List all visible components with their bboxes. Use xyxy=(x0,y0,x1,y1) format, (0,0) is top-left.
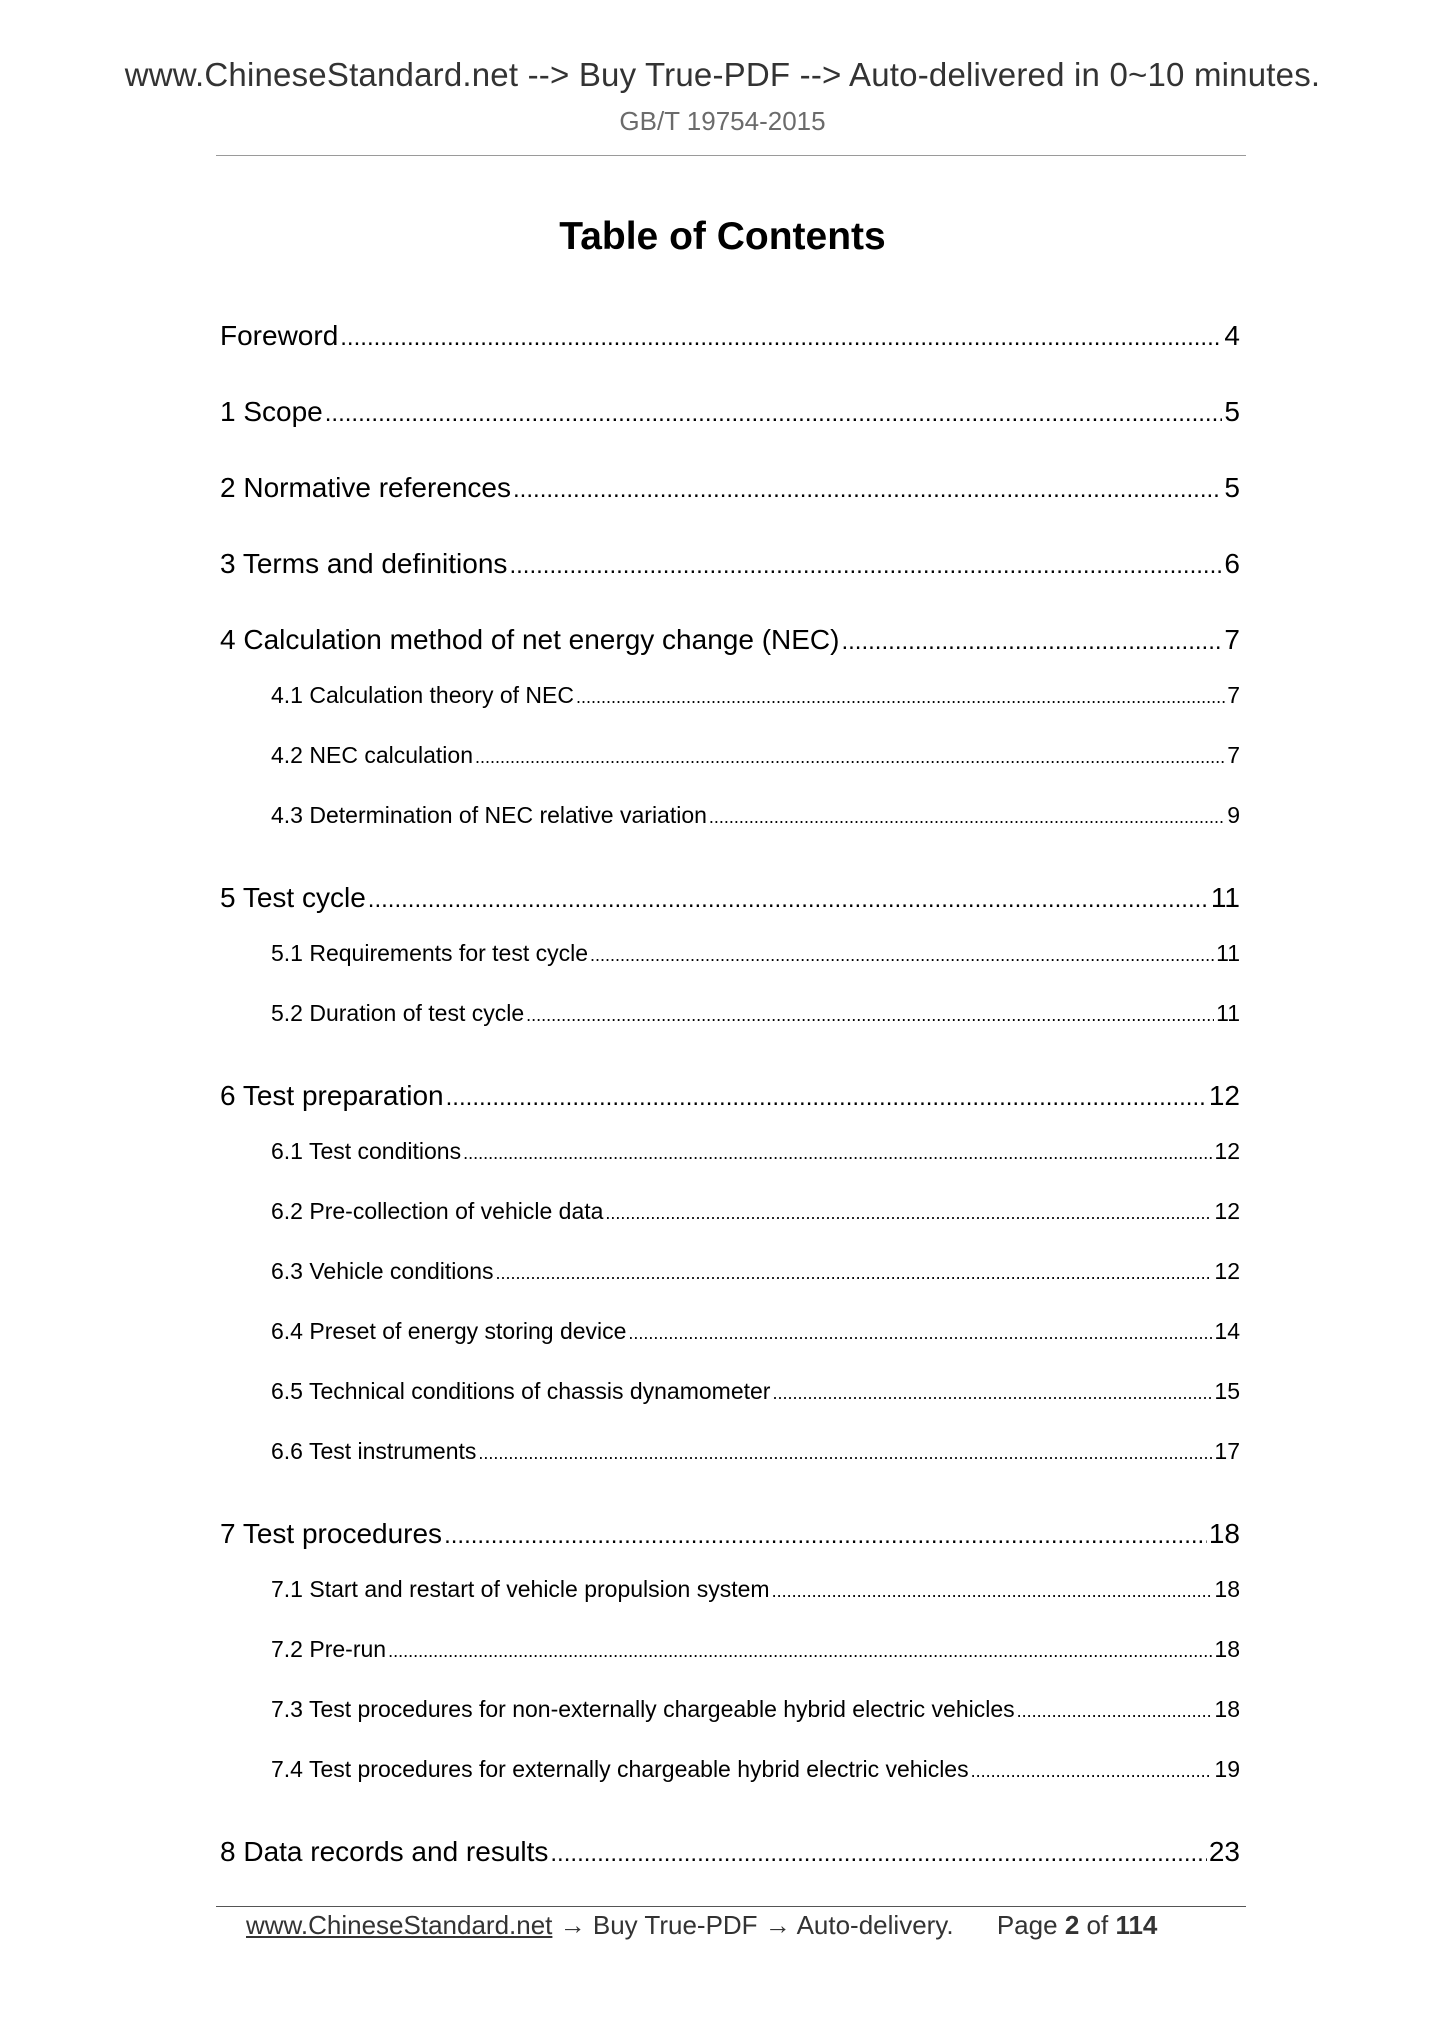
toc-entry-7-2[interactable] xyxy=(271,1624,1240,1684)
dot-leader xyxy=(550,1822,1206,1882)
toc-page-number: 12 xyxy=(1214,1258,1240,1284)
toc-page-number: 7 xyxy=(1224,624,1240,655)
toc-page-number: 18 xyxy=(1214,1696,1240,1722)
dot-leader xyxy=(772,1564,1213,1616)
toc-page-number: 15 xyxy=(1214,1378,1240,1404)
dot-leader xyxy=(513,458,1222,520)
dot-leader xyxy=(509,534,1222,596)
toc-label: 6 Test preparation xyxy=(220,1080,444,1111)
toc-entry-scope[interactable] xyxy=(220,382,1240,458)
toc-page-number: 11 xyxy=(1210,882,1240,913)
toc-label: 3 Terms and definitions xyxy=(220,548,508,579)
page-title: Table of Contents xyxy=(559,215,886,258)
toc-page-number: 9 xyxy=(1227,802,1240,828)
dot-leader xyxy=(772,1366,1212,1418)
footer-tagline: → Buy True-PDF → Auto-delivery. xyxy=(552,1910,954,1940)
dot-leader xyxy=(446,1066,1207,1126)
toc-label: 7.1 Start and restart of vehicle propulsion system xyxy=(271,1576,770,1602)
toc-label: 4.3 Determination of NEC relative variation xyxy=(271,802,707,828)
toc-label: 2 Normative references xyxy=(220,472,512,503)
toc-page-number: 17 xyxy=(1214,1438,1240,1464)
toc-page-number: 18 xyxy=(1214,1636,1240,1662)
toc-entry-test-preparation[interactable] xyxy=(220,1066,1240,1126)
toc-label: 7 Test procedures xyxy=(220,1518,443,1549)
toc-page-number: 14 xyxy=(1214,1318,1240,1344)
dot-leader xyxy=(628,1306,1212,1358)
toc-page-number: 18 xyxy=(1208,1518,1240,1549)
dot-leader xyxy=(1017,1684,1213,1736)
toc-page-number: 12 xyxy=(1208,1080,1240,1111)
of-word: of xyxy=(1086,1910,1109,1940)
toc-entry-7-4[interactable] xyxy=(271,1744,1240,1804)
toc-page-number: 12 xyxy=(1214,1138,1240,1164)
dot-leader xyxy=(605,1186,1212,1238)
toc-entry-4-1[interactable] xyxy=(271,670,1240,730)
current-page-number: 2 xyxy=(1064,1910,1080,1940)
toc-page-number: 5 xyxy=(1224,396,1240,427)
toc-label: 6.4 Preset of energy storing device xyxy=(271,1318,627,1344)
page-indicator xyxy=(997,1910,1158,1940)
toc-label: 1 Scope xyxy=(220,396,323,427)
toc-entry-normative-references[interactable] xyxy=(220,458,1240,534)
toc-label: 5.2 Duration of test cycle xyxy=(271,1000,525,1026)
toc-label: 6.5 Technical conditions of chassis dynamometer xyxy=(271,1378,771,1404)
toc-entry-6-5[interactable] xyxy=(271,1366,1240,1426)
toc-label: 5 Test cycle xyxy=(220,882,366,913)
spacer xyxy=(220,1486,1240,1504)
page-word: Page xyxy=(996,1910,1058,1940)
standard-number: GB/T 19754-2015 xyxy=(619,106,826,136)
toc-page-number: 6 xyxy=(1224,548,1240,579)
toc-page-number: 11 xyxy=(1216,940,1240,966)
dot-leader xyxy=(325,382,1223,444)
spacer xyxy=(220,1048,1240,1066)
toc-page-number: 18 xyxy=(1214,1576,1240,1602)
dot-leader xyxy=(496,1246,1213,1298)
dot-leader xyxy=(971,1744,1213,1796)
toc-page-number: 12 xyxy=(1214,1198,1240,1224)
toc-entry-7-1[interactable] xyxy=(271,1564,1240,1624)
dot-leader xyxy=(709,790,1225,842)
toc-page-number: 11 xyxy=(1216,1000,1240,1026)
header-banner: www.ChineseStandard.net --> Buy True-PDF --> Auto-delivered in 0~10 minutes. xyxy=(124,56,1321,93)
toc-label: 5.1 Requirements for test cycle xyxy=(271,940,589,966)
toc-label: 6.2 Pre-collection of vehicle data xyxy=(271,1198,604,1224)
toc-entry-calculation-method[interactable] xyxy=(220,610,1240,670)
footer-divider xyxy=(216,1906,1246,1907)
toc-entry-terms-definitions[interactable] xyxy=(220,534,1240,610)
toc-label: 7.3 Test procedures for non-externally chargeable hybrid electric vehicles xyxy=(271,1696,1015,1722)
toc-label: 4 Calculation method of net energy change (NEC) xyxy=(220,624,840,655)
dot-leader xyxy=(526,988,1214,1040)
footer-website-link[interactable]: www.ChineseStandard.net xyxy=(246,1910,553,1940)
toc-entry-foreword[interactable] xyxy=(220,306,1240,382)
toc-label: Foreword xyxy=(220,320,339,351)
toc-entry-6-2[interactable] xyxy=(271,1186,1240,1246)
dot-leader xyxy=(475,730,1225,782)
toc-entry-4-3[interactable] xyxy=(271,790,1240,850)
dot-leader xyxy=(841,610,1222,670)
dot-leader xyxy=(590,928,1214,980)
toc-entry-5-2[interactable] xyxy=(271,988,1240,1048)
toc-entry-5-1[interactable] xyxy=(271,928,1240,988)
toc-label: 4.2 NEC calculation xyxy=(271,742,473,768)
toc-label: 4.1 Calculation theory of NEC xyxy=(271,682,574,708)
dot-leader xyxy=(463,1126,1212,1178)
toc-page-number: 7 xyxy=(1227,682,1240,708)
toc-page-number: 19 xyxy=(1214,1756,1240,1782)
dot-leader xyxy=(388,1624,1212,1676)
spacer xyxy=(220,850,1240,868)
toc-entry-6-4[interactable] xyxy=(271,1306,1240,1366)
toc-entry-4-2[interactable] xyxy=(271,730,1240,790)
dot-leader xyxy=(444,1504,1207,1564)
toc-label: 7.4 Test procedures for externally chargeable hybrid electric vehicles xyxy=(271,1756,969,1782)
toc-entry-test-procedures[interactable] xyxy=(220,1504,1240,1564)
toc-label: 8 Data records and results xyxy=(220,1836,549,1867)
dot-leader xyxy=(340,306,1222,368)
toc-label: 7.2 Pre-run xyxy=(271,1636,387,1662)
total-page-count: 114 xyxy=(1115,1910,1158,1940)
spacer xyxy=(220,1804,1240,1822)
footer xyxy=(246,1910,1157,1941)
toc-entry-test-cycle[interactable] xyxy=(220,868,1240,928)
toc-entry-7-3[interactable] xyxy=(271,1684,1240,1744)
toc-page-number: 4 xyxy=(1224,320,1240,351)
toc-label: 6.3 Vehicle conditions xyxy=(271,1258,494,1284)
toc-entry-data-records[interactable] xyxy=(220,1822,1240,1882)
toc-entry-6-6[interactable] xyxy=(271,1426,1240,1486)
toc-page-number: 23 xyxy=(1208,1836,1240,1867)
dot-leader xyxy=(478,1426,1212,1478)
toc-page-number: 7 xyxy=(1227,742,1240,768)
toc-page-number: 5 xyxy=(1224,472,1240,503)
toc-label: 6.1 Test conditions xyxy=(271,1138,462,1164)
dot-leader xyxy=(576,670,1225,722)
toc-entry-6-1[interactable] xyxy=(271,1126,1240,1186)
dot-leader xyxy=(368,868,1209,928)
toc-label: 6.6 Test instruments xyxy=(271,1438,477,1464)
toc-entry-6-3[interactable] xyxy=(271,1246,1240,1306)
table-of-contents xyxy=(220,306,1240,1882)
header-divider xyxy=(216,155,1246,156)
